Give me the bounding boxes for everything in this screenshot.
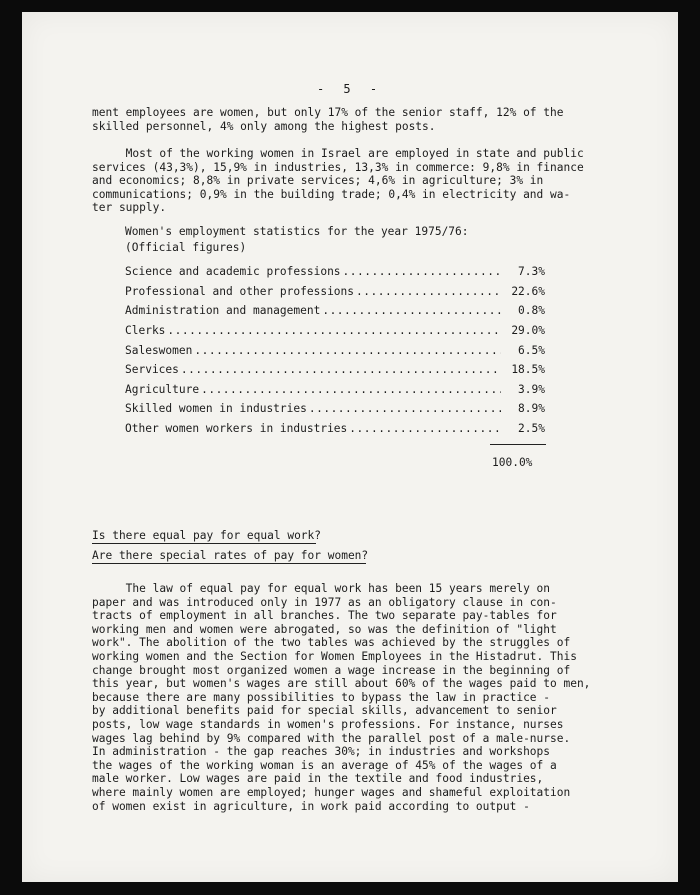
stats-value: 6.5% [518,343,545,357]
stats-value: 2.5% [518,422,545,436]
stats-value: 22.6% [511,284,545,298]
dot-leader [322,304,501,317]
dot-leader [201,383,501,396]
stats-total: 100.0% [492,456,533,469]
stats-row [125,301,545,321]
stats-row [125,321,545,341]
stats-value: 0.8% [518,304,545,318]
stats-table [125,262,545,438]
stats-label: Administration and management [125,304,321,318]
stats-value: 29.0% [511,324,545,338]
question-heading-2: Are there special rates of pay for women? [92,549,369,562]
stats-label: Professional and other professions [125,284,355,298]
question-heading-1: Is there equal pay for equal work? [92,529,322,542]
stats-row [125,399,545,419]
paragraph-2: Most of the working women in Israel are employed in state and public services (43,3%), 15,9% in industries, 13,3% in commerce: 9,8% in finance and economics; 8,8% in private services; 4,6% in agriculture; 3% in communications; 0,9% in the building trade; 0,4% in electricity and wa- ter supply. [92,147,584,215]
stats-label: Services [125,363,179,377]
dot-leader [343,265,501,278]
stats-value: 8.9% [518,402,545,416]
stats-title: Women's employment statistics for the year 1975/76: (Official figures) [125,225,469,254]
stats-label: Science and academic professions [125,265,341,279]
dot-leader [167,324,501,337]
stats-label: Agriculture [125,382,200,396]
stats-value: 18.5% [511,363,545,377]
document-page [22,12,678,882]
stats-row [125,360,545,380]
paragraph-1: ment employees are women, but only 17% of the senior staff, 12% of the skilled personnel, 4% only among the highest posts. [92,106,564,133]
stats-row [125,340,545,360]
stats-value: 7.3% [518,265,545,279]
dot-leader [309,402,501,415]
stats-row [125,262,545,282]
dot-leader [356,285,501,298]
stats-row [125,282,545,302]
stats-row [125,419,545,439]
stats-label: Other women workers in industries [125,422,348,436]
stats-label: Clerks [125,324,166,338]
stats-row [125,380,545,400]
page-number: - 5 - [316,82,384,96]
paragraph-3: The law of equal pay for equal work has been 15 years merely on paper and was introduced only in 1977 as an obligatory clause in con- tracts of employment in all branches. The two separate pay-tables for working men and women were abrogated, so was the definition of "light work". The abolition of the two tables was achieved by the struggles of working women and the Section for Women Employees in the Histadrut. This change brought most organized women a wage increase in the beginning of this year, but women's wages are still about 60% of the wages paid to men, because there are many possibilities to bypass the law in practice - by additional benefits paid for special skills, advancement to senior posts, low wage standards in women's professions. For instance, nurses wages lag behind by 9% compared with the parallel post of a male-nurse. In administration - the gap reaches 30%; in industries and workshops the wages of the working woman is an average of 45% of the wages of a male worker. Low wages are paid in the textile and food industries, where mainly women are employed; hunger wages and shameful exploitation of women exist in agriculture, in work paid according to output - [92,582,591,813]
dot-leader [349,422,501,435]
dot-leader [181,363,501,376]
dot-leader [194,344,501,357]
total-rule [490,444,546,445]
stats-label: Skilled women in industries [125,402,307,416]
stats-value: 3.9% [518,382,545,396]
stats-label: Saleswomen [125,343,193,357]
